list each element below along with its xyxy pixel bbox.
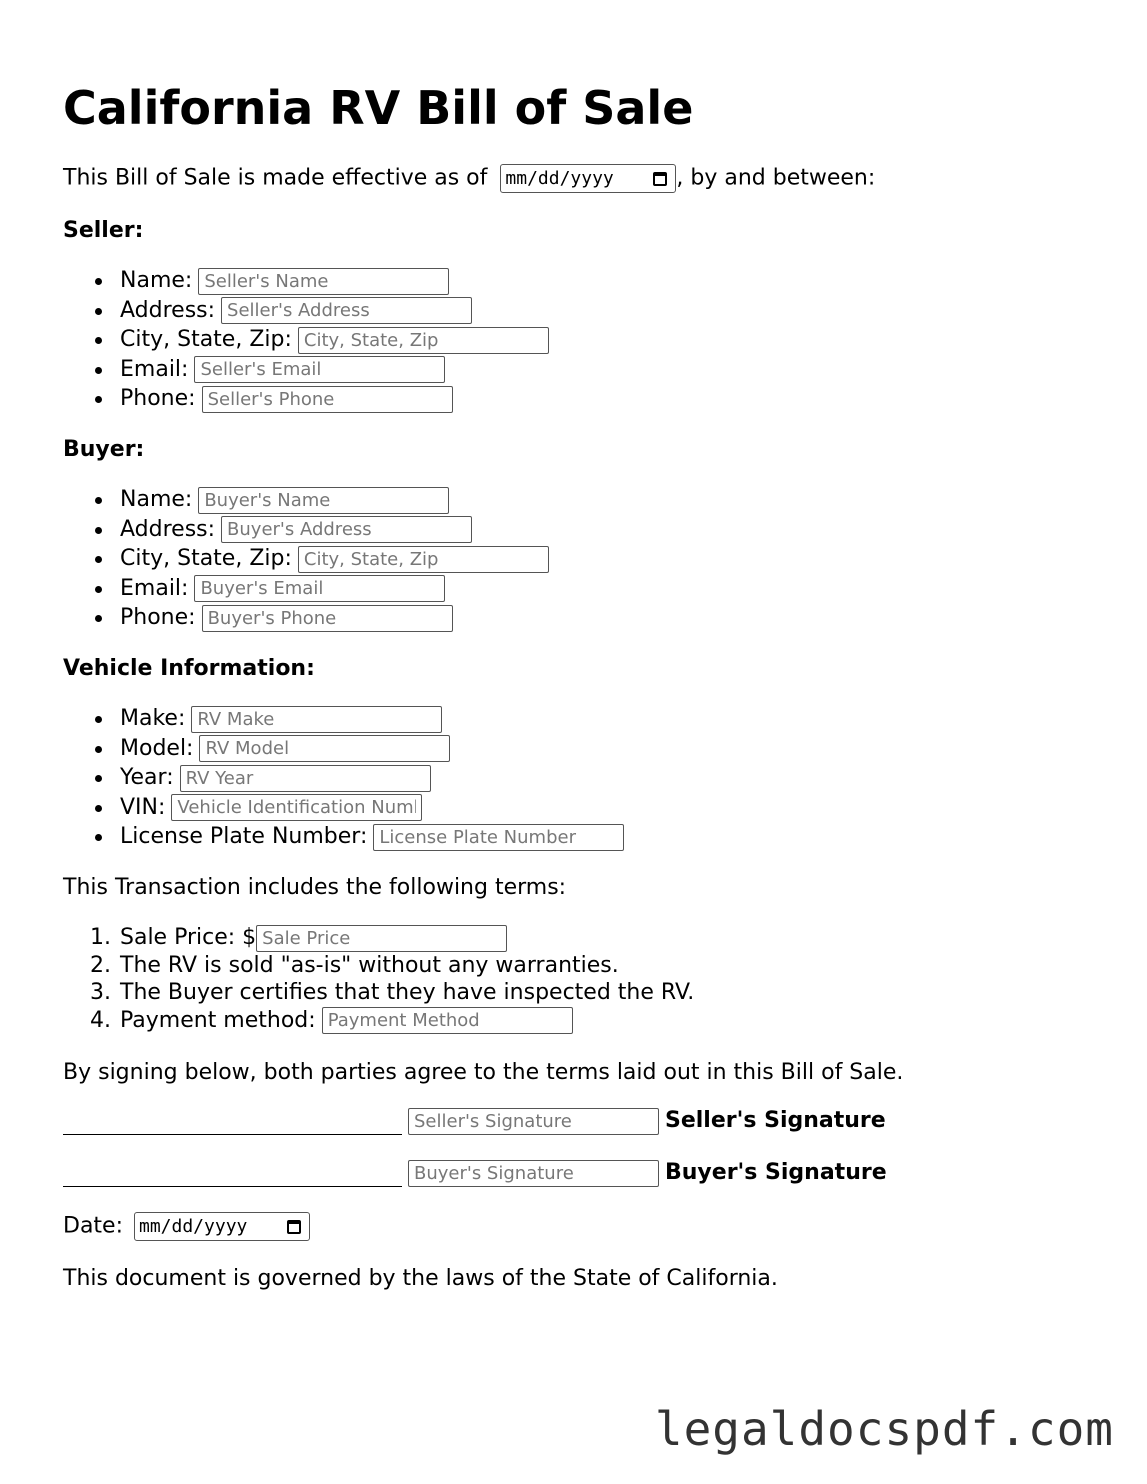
effective-date-placeholder: mm/dd/yyyy: [505, 167, 614, 189]
buyer-address-item: [63, 515, 549, 545]
governing-law-text: This document is governed by the laws of the State of California.: [63, 1266, 778, 1291]
vehicle-model-item: [63, 734, 624, 764]
seller-city-input[interactable]: [298, 327, 549, 354]
intro-line: [63, 164, 875, 193]
seller-city-item: [63, 325, 549, 355]
buyer-email-input[interactable]: [194, 575, 445, 602]
term-number: 4.: [90, 1007, 111, 1033]
term-as-is: [63, 952, 694, 980]
term-inspection-text: The Buyer certifies that they have inspected the RV.: [120, 980, 695, 1005]
buyer-address-input[interactable]: [221, 516, 472, 543]
vehicle-vin-item: [63, 793, 624, 823]
vehicle-model-input[interactable]: [199, 735, 450, 762]
watermark-logo: legaldocspdf.com: [654, 1402, 1114, 1456]
vehicle-plate-input[interactable]: [373, 824, 624, 851]
term-number: 3.: [90, 980, 111, 1005]
buyer-email-label: Email:: [120, 575, 189, 601]
seller-name-label: Name:: [120, 268, 193, 293]
vehicle-make-input[interactable]: [191, 706, 442, 733]
signing-date-placeholder: mm/dd/yyyy: [139, 1215, 248, 1237]
seller-name-item: [63, 266, 549, 296]
buyer-signature-line: [63, 1164, 402, 1187]
vehicle-model-label: Model:: [120, 735, 194, 761]
buyer-phone-input[interactable]: [202, 605, 453, 632]
buyer-phone-item: [63, 603, 549, 633]
terms-list: [63, 924, 694, 1034]
term-as-is-text: The RV is sold "as-is" without any warranties.: [120, 952, 619, 978]
buyer-heading: Buyer:: [63, 437, 145, 462]
vehicle-vin-input[interactable]: [171, 794, 422, 821]
seller-phone-label: Phone:: [120, 386, 196, 411]
vehicle-vin-label: VIN:: [120, 794, 166, 820]
seller-fields: [63, 266, 549, 414]
seller-signature-row: [63, 1107, 886, 1135]
intro-text: This Bill of Sale is made effective as of: [63, 165, 488, 191]
seller-signature-line: [63, 1112, 402, 1135]
vehicle-make-label: Make:: [120, 706, 186, 731]
sale-price-input[interactable]: [256, 925, 507, 952]
date-label: Date:: [63, 1213, 123, 1239]
calendar-icon[interactable]: [653, 172, 667, 186]
seller-email-label: Email:: [120, 356, 189, 382]
buyer-signature-row: [63, 1159, 887, 1187]
buyer-email-item: [63, 574, 549, 604]
term-payment-method: [63, 1007, 694, 1035]
buyer-signature-label: Buyer's Signature: [665, 1160, 887, 1185]
seller-signature-label: Seller's Signature: [665, 1108, 886, 1133]
term-number: 2.: [90, 952, 111, 978]
vehicle-year-item: [63, 763, 624, 793]
buyer-address-label: Address:: [120, 516, 216, 542]
agreement-text: By signing below, both parties agree to the terms laid out in this Bill of Sale.: [63, 1060, 904, 1085]
seller-address-label: Address:: [120, 297, 216, 323]
vehicle-year-label: Year:: [120, 765, 174, 790]
seller-city-label: City, State, Zip:: [120, 327, 292, 352]
seller-email-item: [63, 355, 549, 385]
seller-phone-item: [63, 384, 549, 414]
terms-intro: This Transaction includes the following terms:: [63, 875, 567, 900]
signing-date-input[interactable]: [134, 1212, 310, 1241]
term-sale-price-label: Sale Price: $: [120, 925, 257, 950]
term-number: 1.: [90, 925, 111, 950]
seller-address-item: [63, 296, 549, 326]
buyer-name-input[interactable]: [198, 487, 449, 514]
buyer-fields: [63, 485, 549, 633]
buyer-city-item: [63, 544, 549, 574]
seller-heading: Seller:: [63, 218, 144, 243]
vehicle-make-item: [63, 704, 624, 734]
seller-phone-input[interactable]: [202, 386, 453, 413]
term-inspection: [63, 979, 694, 1007]
calendar-icon[interactable]: [287, 1220, 301, 1234]
buyer-name-label: Name:: [120, 487, 193, 512]
buyer-name-item: [63, 485, 549, 515]
buyer-phone-label: Phone:: [120, 605, 196, 630]
term-payment-label: Payment method:: [120, 1007, 316, 1033]
seller-address-input[interactable]: [221, 297, 472, 324]
buyer-signature-input[interactable]: [408, 1160, 659, 1187]
vehicle-plate-item: [63, 822, 624, 852]
vehicle-year-input[interactable]: [180, 765, 431, 792]
buyer-city-input[interactable]: [298, 546, 549, 573]
seller-name-input[interactable]: [198, 268, 449, 295]
payment-method-input[interactable]: [322, 1007, 573, 1034]
term-sale-price: [63, 924, 694, 952]
vehicle-heading: Vehicle Information:: [63, 656, 315, 681]
intro-text-after: , by and between:: [676, 165, 876, 191]
page-title: California RV Bill of Sale: [63, 81, 694, 135]
date-row: [63, 1212, 310, 1241]
effective-date-input[interactable]: [500, 164, 676, 193]
buyer-city-label: City, State, Zip:: [120, 546, 292, 571]
vehicle-plate-label: License Plate Number:: [120, 824, 368, 849]
vehicle-fields: [63, 704, 624, 852]
seller-email-input[interactable]: [194, 356, 445, 383]
seller-signature-input[interactable]: [408, 1108, 659, 1135]
